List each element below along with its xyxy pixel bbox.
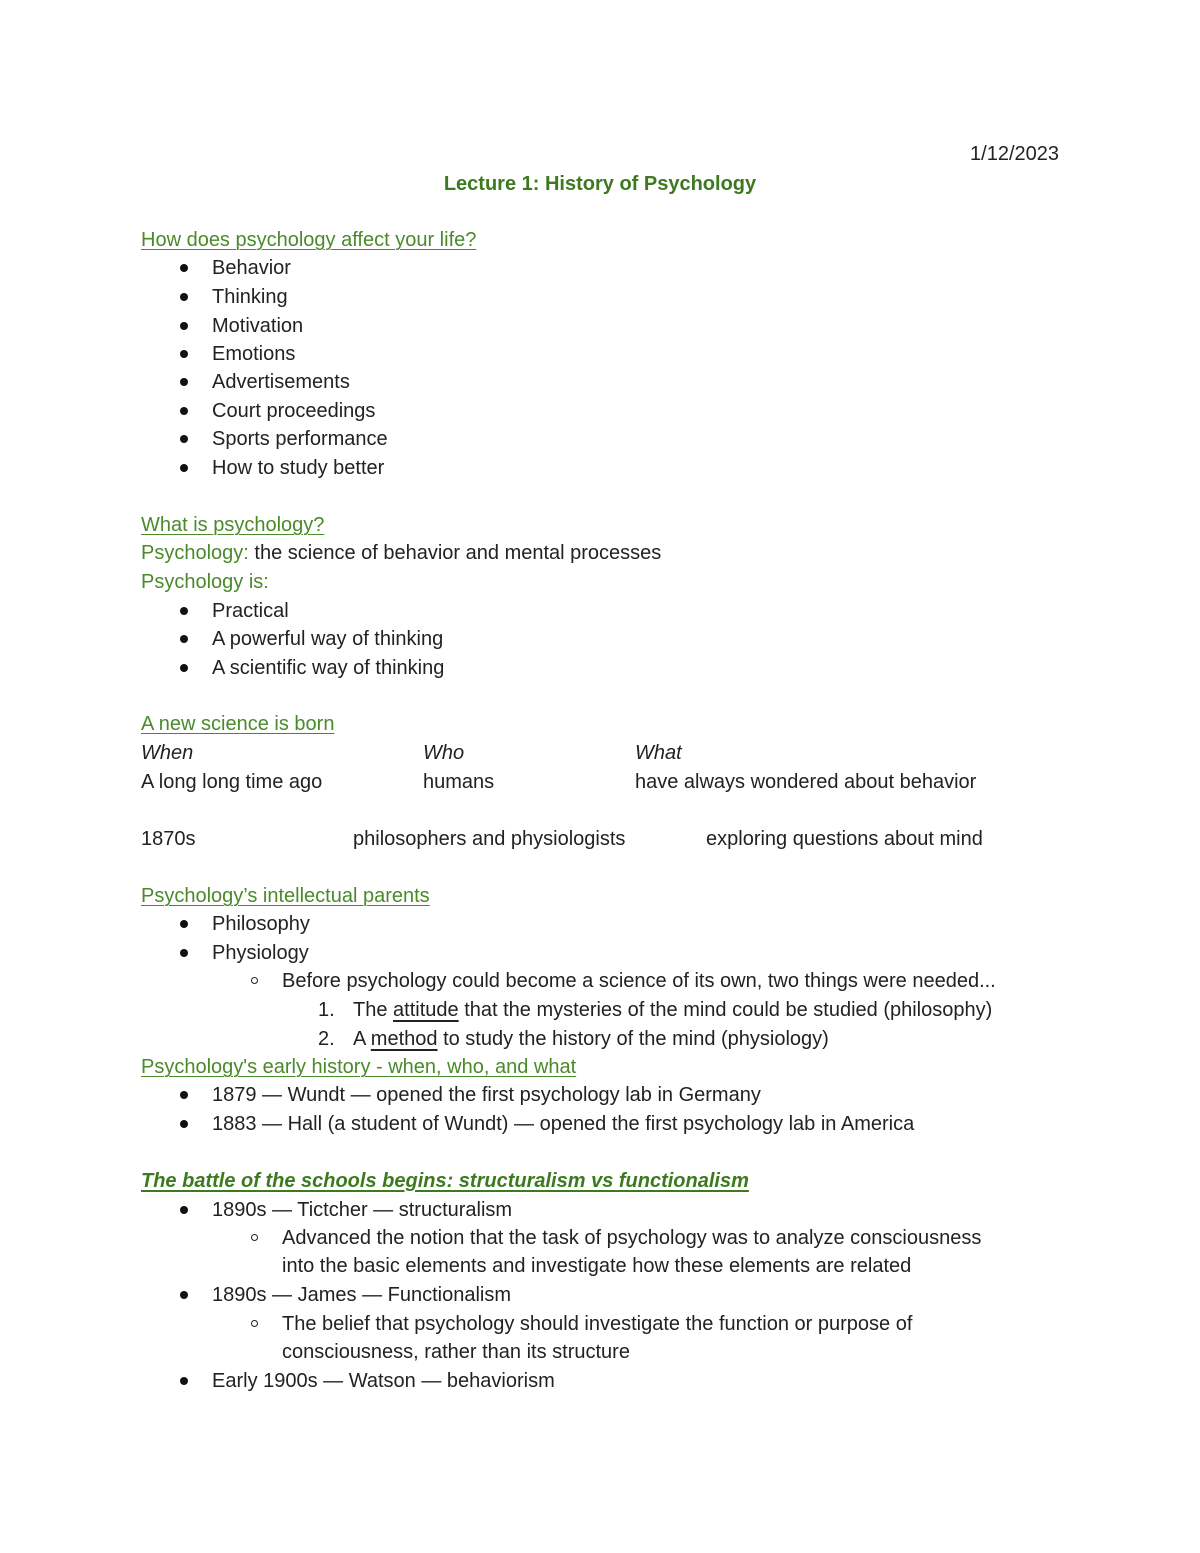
list-item: Thinking <box>212 283 288 311</box>
sub-list-item: The belief that psychology should investigate the function or purpose of <box>282 1310 912 1338</box>
list-item: A powerful way of thinking <box>212 625 443 653</box>
psychology-is-label: Psychology is: <box>141 571 269 593</box>
list-item: 1890s — Tictcher — structuralism <box>212 1196 512 1224</box>
keyword-attitude: attitude <box>393 999 459 1021</box>
section-heading-life: How does psychology affect your life? <box>141 229 477 251</box>
numbered-item-2-post: to study the history of the mind (physiology) <box>437 1028 829 1050</box>
section-heading-early-history: Psychology's early history - when, who, and what <box>141 1056 577 1078</box>
row1-what: have always wondered about behavior <box>635 771 977 793</box>
row2-what: exploring questions about mind <box>706 828 983 850</box>
list-item: Physiology <box>212 939 309 967</box>
page-title: Lecture 1: History of Psychology <box>443 173 757 195</box>
numbered-item-1 <box>353 996 992 1024</box>
list-item: Early 1900s — Watson — behaviorism <box>212 1367 555 1395</box>
sub-list-item-continued: into the basic elements and investigate how these elements are related <box>282 1255 912 1277</box>
row2-when: 1870s <box>141 828 196 850</box>
section-heading-what-is: What is psychology? <box>141 514 325 536</box>
list-item: Emotions <box>212 340 295 368</box>
list-item: Practical <box>212 597 289 625</box>
section-heading-new-science: A new science is born <box>141 713 335 735</box>
list-item: A scientific way of thinking <box>212 654 444 682</box>
list-item: 1883 — Hall (a student of Wundt) — opened the first psychology lab in America <box>212 1110 914 1138</box>
numbered-item-1-number: 1. <box>318 999 335 1021</box>
sub-list-item: Before psychology could become a science of its own, two things were needed... <box>282 967 996 995</box>
row2-who: philosophers and physiologists <box>353 828 626 850</box>
column-header-when: When <box>141 742 194 764</box>
column-header-what: What <box>635 742 682 764</box>
sub-list-item: Advanced the notion that the task of psychology was to analyze consciousness <box>282 1224 981 1252</box>
numbered-item-2 <box>353 1025 829 1053</box>
list-item: 1879 — Wundt — opened the first psychology lab in Germany <box>212 1081 761 1109</box>
list-item: Behavior <box>212 254 291 282</box>
sub-list-item-continued: consciousness, rather than its structure <box>282 1341 630 1363</box>
section-heading-battle: The battle of the schools begins: structuralism vs functionalism <box>141 1170 749 1192</box>
list-item: Court proceedings <box>212 397 375 425</box>
date: 1/12/2023 <box>970 143 1059 165</box>
keyword-method: method <box>370 1028 438 1050</box>
numbered-item-2-pre: A <box>353 1028 371 1050</box>
list-item: Philosophy <box>212 910 310 938</box>
numbered-item-2-number: 2. <box>318 1028 335 1050</box>
column-header-who: Who <box>423 742 465 764</box>
list-item: Motivation <box>212 312 303 340</box>
definition-line <box>141 539 661 567</box>
list-item: 1890s — James — Functionalism <box>212 1281 511 1309</box>
numbered-item-1-post: that the mysteries of the mind could be studied (philosophy) <box>458 999 993 1021</box>
row1-when: A long long time ago <box>141 771 323 793</box>
row1-who: humans <box>423 771 495 793</box>
list-item: How to study better <box>212 454 384 482</box>
list-item: Advertisements <box>212 368 350 396</box>
definition-text: the science of behavior and mental processes <box>248 542 662 564</box>
definition-term: Psychology: <box>141 542 249 564</box>
section-heading-parents: Psychology’s intellectual parents <box>141 885 430 907</box>
list-item: Sports performance <box>212 425 388 453</box>
numbered-item-1-pre: The <box>353 999 394 1021</box>
